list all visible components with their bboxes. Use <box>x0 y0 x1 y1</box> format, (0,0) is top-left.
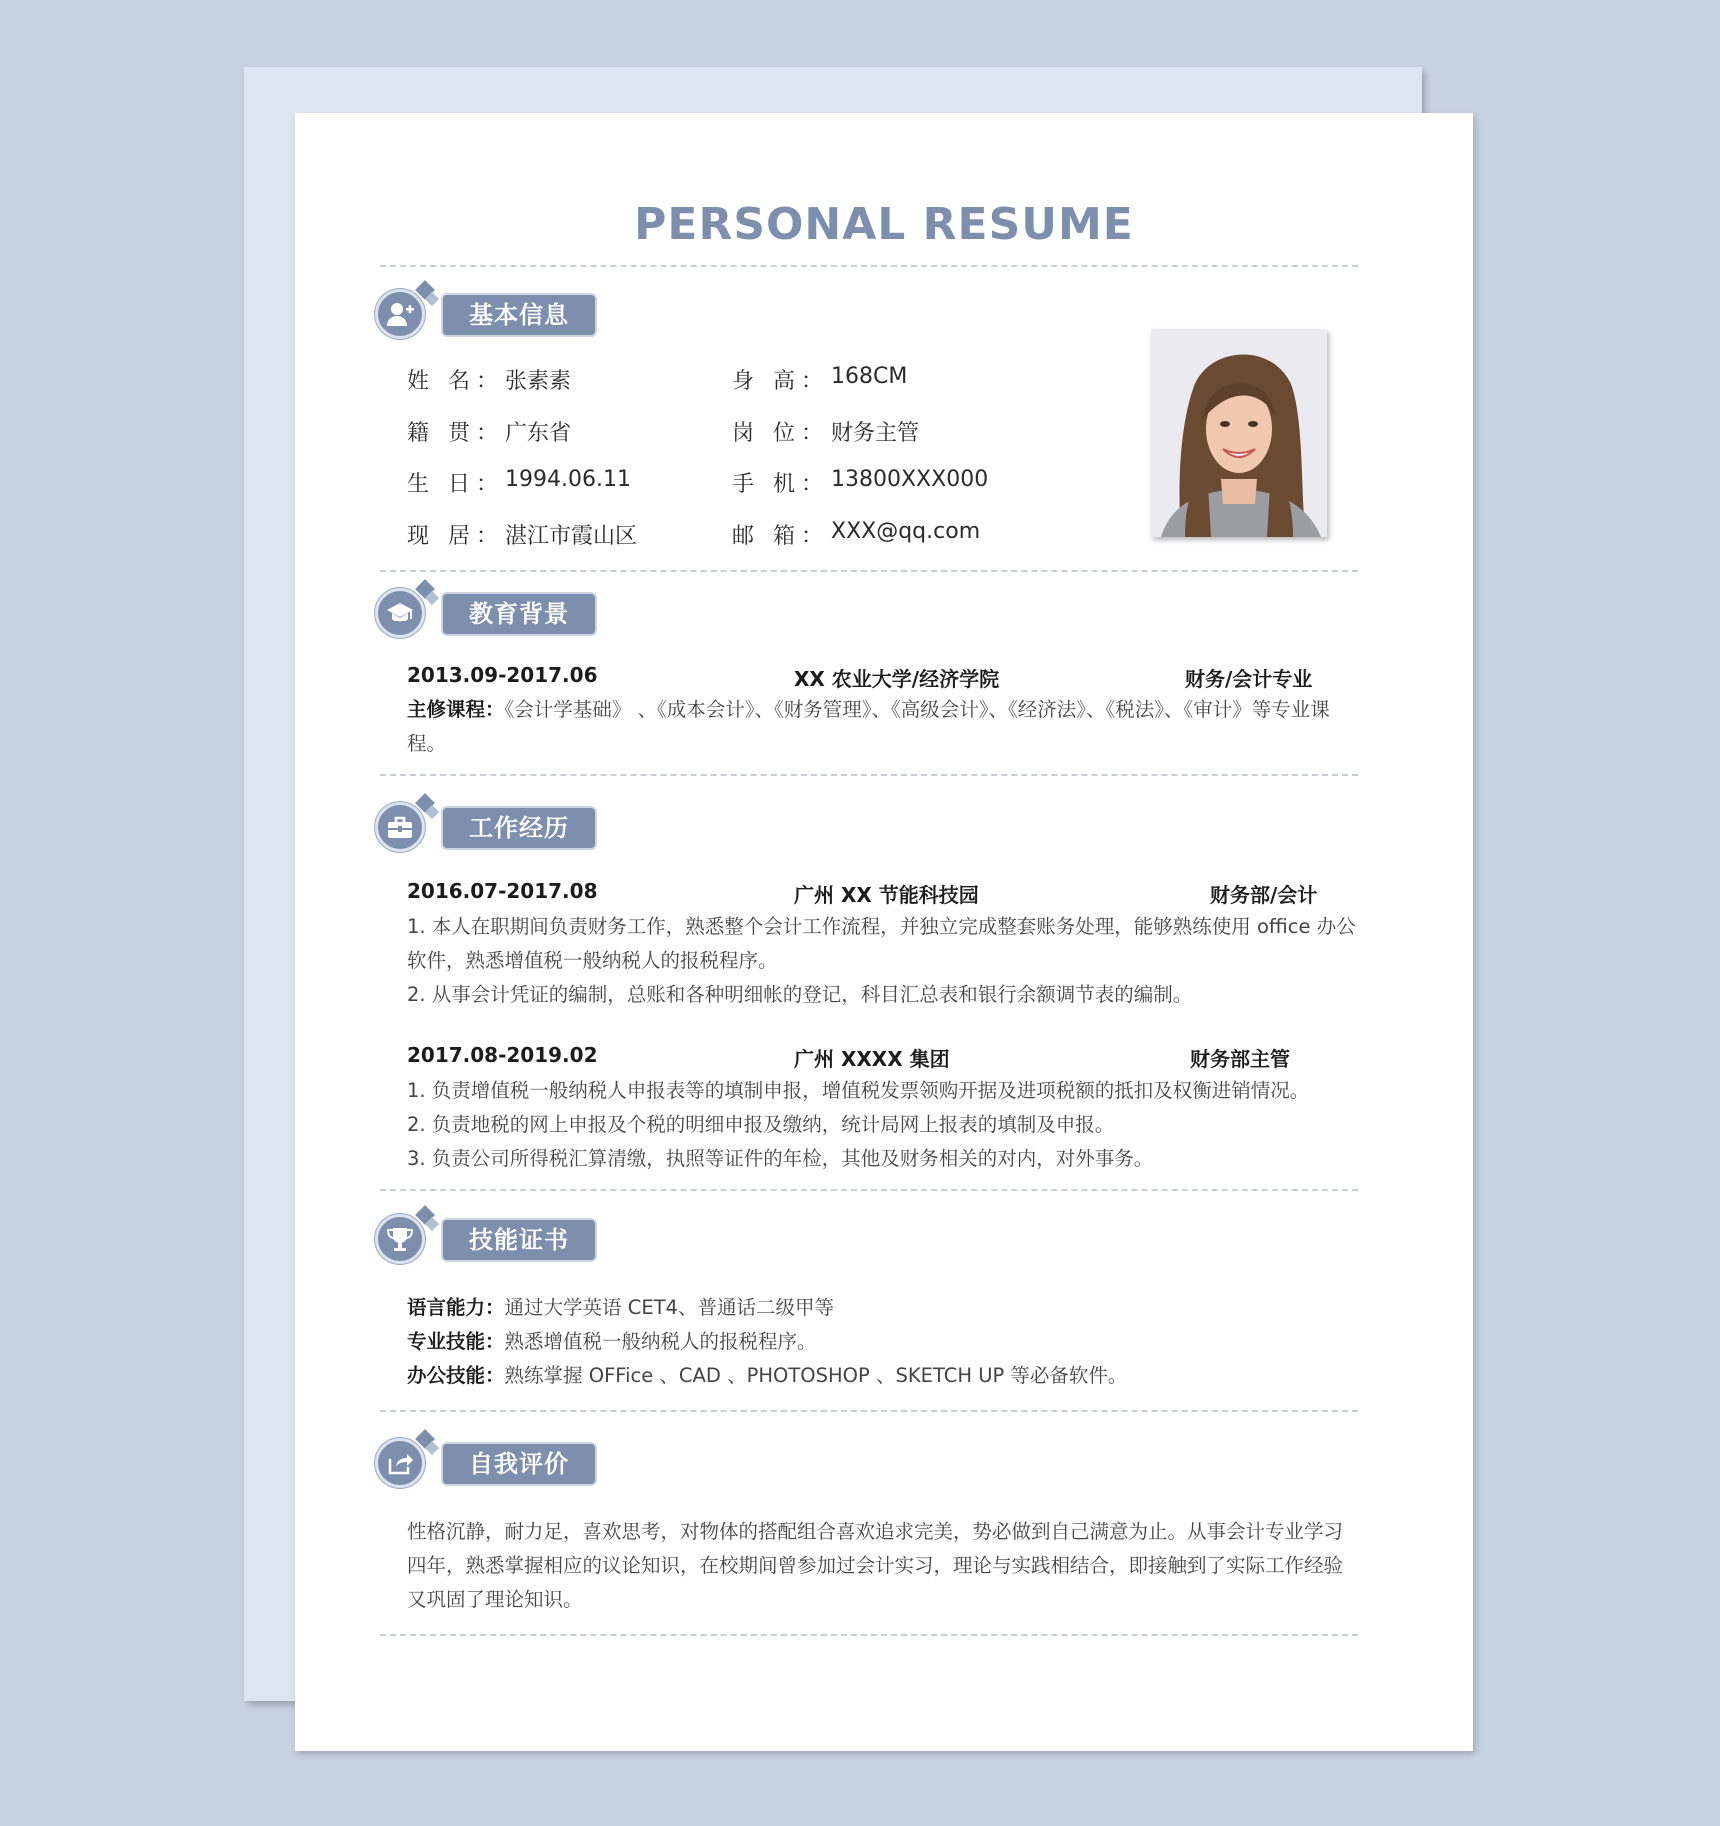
name-value: 张素素 <box>505 369 572 394</box>
height-label: 身 高： <box>732 369 829 394</box>
divider <box>380 265 1358 267</box>
residence-value: 湛江市霞山区 <box>505 524 638 549</box>
section-title-self: 自我评价 <box>443 1444 595 1484</box>
divider <box>380 1410 1358 1412</box>
section-title-education: 教育背景 <box>443 594 595 634</box>
duty-item: 1. 本人在职期间负责财务工作，熟悉整个会计工作流程，并独立完成整套账务处理，能够熟练使用 office 办公软件，熟悉增值税一般纳税人的报税程序。 <box>407 915 1356 972</box>
origin-label: 籍 贯： <box>407 421 504 446</box>
position-label: 岗 位： <box>732 421 829 446</box>
work-period: 2017.08-2019.02 <box>407 1043 598 1067</box>
skills-list <box>407 1291 1358 1393</box>
divider <box>380 570 1358 572</box>
skill-text: 熟悉增值税一般纳税人的报税程序。 <box>504 1330 817 1353</box>
trophy-icon <box>375 1214 425 1264</box>
divider <box>380 774 1358 776</box>
duty-item: 2. 负责地税的网上申报及个税的明细申报及缴纳，统计局网上报表的填制及申报。 <box>407 1113 1115 1136</box>
courses-text: 《会计学基础》 、《成本会计》、《财务管理》、《高级会计》、《经济法》、《税法》、《审计》等专业课程。 <box>407 698 1330 755</box>
profile-photo <box>1151 329 1327 537</box>
section-header-work <box>375 799 615 855</box>
phone-label: 手 机： <box>732 472 829 497</box>
residence-label: 现 居： <box>407 524 504 549</box>
section-header-basic <box>375 286 615 342</box>
user-add-icon <box>375 289 425 339</box>
skill-text: 熟练掌握 OFFice 、CAD 、PHOTOSHOP 、SKETCH UP 等必备软件。 <box>504 1364 1128 1387</box>
work-row <box>407 1043 1358 1073</box>
self-evaluation-text: 性格沉静，耐力足，喜欢思考，对物体的搭配组合喜欢追求完美，势必做到自己满意为止。从事会计专业学习四年，熟悉掌握相应的议论知识，在校期间曾参加过会计实习，理论与实践相结合，即接触到了实际工作经验又巩固了理论知识。 <box>407 1520 1344 1611</box>
self-evaluation <box>407 1515 1358 1617</box>
height-value: 168CM <box>831 364 908 389</box>
work-company: 广州 XX 节能科技园 <box>794 883 979 907</box>
work-role: 财务部/会计 <box>1210 883 1318 907</box>
origin-value: 广东省 <box>505 421 572 446</box>
birth-value: 1994.06.11 <box>505 467 631 492</box>
duty-item: 1. 负责增值税一般纳税人申报表等的填制申报，增值税发票领购开据及进项税额的抵扣及权衡进销情况。 <box>407 1079 1310 1102</box>
education-row <box>407 663 1358 693</box>
work-period: 2016.07-2017.08 <box>407 879 598 903</box>
duty-item: 2. 从事会计凭证的编制，总账和各种明细帐的登记，科目汇总表和银行余额调节表的编制。 <box>407 983 1193 1006</box>
share-icon <box>375 1438 425 1488</box>
skill-label: 专业技能： <box>407 1330 505 1353</box>
divider <box>380 1634 1358 1636</box>
work-role: 财务部主管 <box>1190 1047 1290 1071</box>
section-header-self <box>375 1435 615 1491</box>
courses-label: 主修课程： <box>407 698 505 721</box>
phone-value: 13800XXX000 <box>831 467 989 492</box>
section-header-education <box>375 585 615 641</box>
skill-text: 通过大学英语 CET4、普通话二级甲等 <box>504 1296 834 1319</box>
skill-item <box>407 1291 1358 1325</box>
work-company: 广州 XXXX 集团 <box>794 1047 950 1071</box>
duty-item: 3. 负责公司所得税汇算清缴，执照等证件的年检，其他及财务相关的对内，对外事务。 <box>407 1147 1154 1170</box>
skill-label: 办公技能： <box>407 1364 505 1387</box>
education-school: XX 农业大学/经济学院 <box>794 667 1000 691</box>
resume-page <box>295 113 1473 1751</box>
education-major: 财务/会计专业 <box>1185 667 1313 691</box>
work-duties <box>407 1074 1358 1176</box>
page-title: PERSONAL RESUME <box>634 199 1134 250</box>
skill-item <box>407 1359 1358 1393</box>
graduation-cap-icon <box>375 588 425 638</box>
birth-label: 生 日： <box>407 472 504 497</box>
education-period: 2013.09-2017.06 <box>407 663 598 687</box>
education-courses <box>407 693 1358 761</box>
position-value: 财务主管 <box>831 421 920 446</box>
email-value: XXX@qq.com <box>831 519 981 544</box>
work-row <box>407 879 1358 909</box>
skill-label: 语言能力： <box>407 1296 505 1319</box>
section-title-basic: 基本信息 <box>443 295 595 335</box>
divider <box>380 1189 1358 1191</box>
section-title-skills: 技能证书 <box>443 1220 595 1260</box>
briefcase-icon <box>375 802 425 852</box>
section-header-skills <box>375 1211 615 1267</box>
work-duties <box>407 910 1358 1012</box>
section-title-work: 工作经历 <box>443 808 595 848</box>
name-label: 姓 名： <box>407 369 504 394</box>
email-label: 邮 箱： <box>732 524 829 549</box>
skill-item <box>407 1325 1358 1359</box>
